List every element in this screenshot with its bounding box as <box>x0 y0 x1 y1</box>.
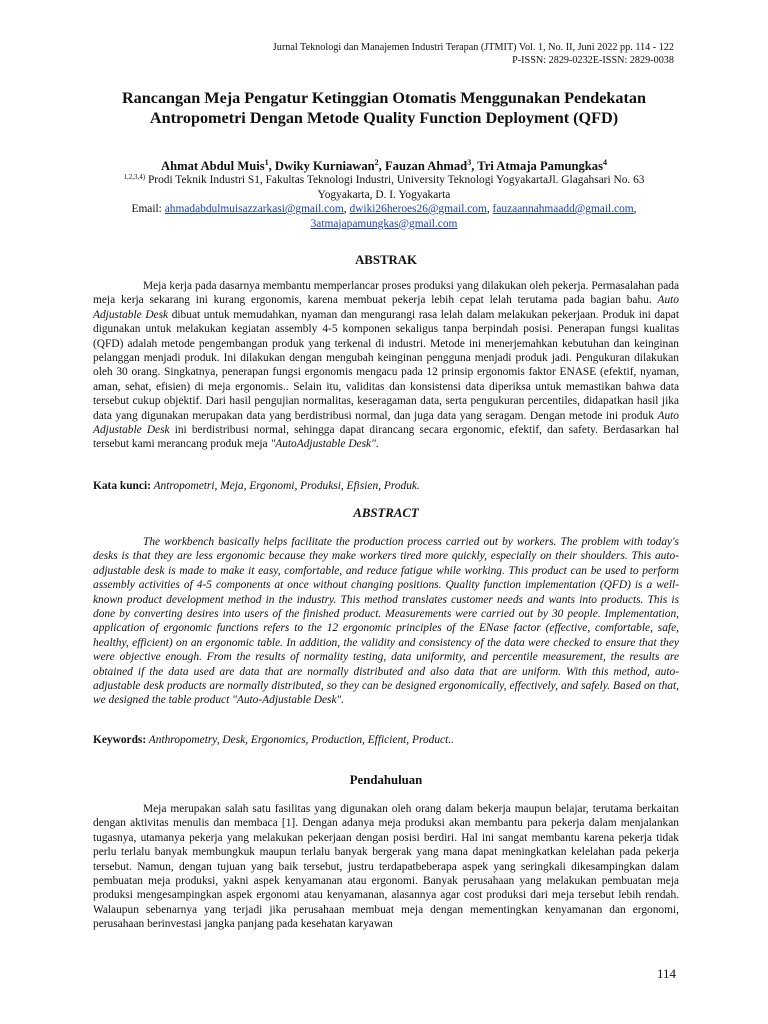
keywords-text: Anthropometry, Desk, Ergonomics, Production, Efficient, Product.. <box>146 734 454 746</box>
pendahuluan-paragraph: Meja merupakan salah satu fasilitas yang digunakan oleh orang dalam bekerja maupun belajar, terutama berkaitan dengan aktivitas menulis dan membaca [1]. Dengan adanya meja produksi akan membantu para pekerja dalam menjalankan tugasnya, utamanya pekerja yang melakukan pekerjaan dengan posisi berdiri. Hal ini sangat membantu karena pekerja tidak perlu terlalu banyak membungkuk maupun terlalu banyak bergerak yang mana dapat meningkatkan kelelahan pada pekerja tersebut. Namun, dengan tujuan yang baik tersebut, justru terdapatbeberapa aspek yang seringkali dikesampingkan dalam pembuatan meja produksi, yakni aspek kenyamanan atau ergonomi. Banyak perusahaan yang melakukan pembuatan meja produksi mengesampingkan aspek ergonomi atau kenyamanan, alasannya agar cost produksi dari meja tersebut lebih rendah. Walaupun sebenarnya yang terjadi jika perusahaan membuat meja dengan mementingkan kenyamanan dan ergonomi, perusahaan berinvestasi jangka panjang pada kesehatan karyawan <box>93 803 679 931</box>
author-3-mark: 3 <box>467 158 472 167</box>
author-2-mark: 2 <box>374 158 379 167</box>
abstrak-italic-3: "AutoAdjustable Desk" <box>270 438 376 451</box>
email-line: Email: ahmadabdulmuisazzarkasi@gmail.com, dwiki26heroes26@gmail.com, fauzaannahmaadd@gmail.com, <box>131 203 637 215</box>
abstrak-text-2: dibuat untuk memudahkan, nyaman dan mengurangi rasa lelah dalam melakukan pekerjaan. Produk ini dapat digunakan untuk melakukan kegiatan assembly 4-5 komponen sekaligus tanpa berpindah posisi. Penerapan fungsi kualitas (QFD) adalah metode pengembangan produk yang terkenal di industri. Metode ini menerjemahkan kebutuhan dan keinginan pelanggan menjadi produk. Ini dilakukan dengan mengubah keinginan pengguna menjadi produk jadi. Pengukuran dilakukan oleh 30 orang. Singkatnya, penerapan fungsi ergonomis mengacu pada 12 prinsip ergonomis faktor ENASE (efektif, nyaman, aman, sehat, efisien) di meja ergonomis.. Selain itu, validitas dan konsistensi data diperiksa untuk memastikan bahwa data tersebut cukup objektif. Dari hasil pengujian normalitas, keseragaman data, serta pengukuran percentiles, didapatkan hasil jika data yang digunakan merupakan data yang berdistribusi normal, dan juga data yang seragam. Dengan metode ini produk <box>93 308 679 422</box>
abstrak-text-3: ini berdistribusi normal, sehingga dapat dirancang secara ergonomic, efektif, dan safety. Berdasarkan hal tersebut kami merancang produk meja <box>93 424 679 451</box>
abstract-paragraph: The workbench basically helps facilitate the production process carried out by workers. The problem with today's desks is that they are less ergonomic because they make workers tired more quickly, especially on their shoulders. This auto-adjustable desk is made to make it easy, comfortable, and reduce fatigue while working. This product can be used to perform assembly activities of 4-5 components at once without changing positions. Quality function implementation (QFD) is a well-known product development method in the industry. This method translates customer needs and wants into products. This is done by converting desires into users of the finished product. Measurements were carried out by 30 people. Implementation, application of ergonomic functions refers to the 12 ergonomic principles of the ENase factor (effective, comfortable, safe, healthy, efficient) on an ergonomic table. In addition, the validity and consistency of the data were checked to ensure that they were objective enough. From the results of normality testing, data uniformity, and percentile measurement, the results are obtained if the data used are data that are normally distributed and also data that are uniform. With this method, auto-adjustable desk products are normally distributed, so they can be designed ergonomically, effectively, and safely. Based on that, we designed the table product "Auto-Adjustable Desk". <box>93 536 679 707</box>
author-4-mark: 4 <box>602 158 607 167</box>
journal-header <box>273 42 674 67</box>
journal-issn: P-ISSN: 2829-0232E-ISSN: 2829-0038 <box>512 54 674 66</box>
abstrak-italic-2: Auto Adjustable Desk <box>93 409 679 437</box>
kata-kunci-text: Antropometri, Meja, Ergonomi, Produksi, Efisien, Produk. <box>150 480 420 492</box>
email-label: Email: <box>131 203 165 215</box>
author-3: , Fauzan Ahmad <box>378 159 468 174</box>
email-link-1[interactable]: ahmadabdulmuisazzarkasi@gmail.com <box>164 203 344 215</box>
abstrak-heading: ABSTRAK <box>355 253 417 267</box>
abstract-heading: ABSTRACT <box>353 506 419 520</box>
title-line-1: Rancangan Meja Pengatur Ketinggian Otomatis Menggunakan Pendekatan <box>121 89 647 107</box>
abstrak-paragraph <box>93 279 679 452</box>
keywords-label: Keywords: <box>93 734 147 746</box>
author-1: Ahmat Abdul Muis <box>161 159 265 174</box>
page-number: 114 <box>656 966 676 981</box>
email-link-2[interactable]: dwiki26heroes26@gmail.com <box>349 203 487 215</box>
keywords-line <box>93 733 679 747</box>
journal-citation: Jurnal Teknologi dan Manajemen Industri Terapan (JTMIT) Vol. 1, No. II, Juni 2022 pp. 114 - 122 <box>272 42 674 53</box>
pendahuluan-heading: Pendahuluan <box>349 773 423 787</box>
abstrak-text-1: Meja kerja pada dasarnya membantu memperlancar proses produksi yang dilakukan oleh pekerja. Permasalahan pada meja kerja sekarang ini kurang ergonomis, karena membuat pekerja lebih cepat lelah terutama pada bagian bahu. <box>93 280 679 307</box>
email-link-4[interactable]: 3atmajapamungkas@gmail.com <box>310 217 458 230</box>
abstrak-text-4: . <box>375 438 379 451</box>
affiliation-line-1 <box>60 170 708 188</box>
email-line-2 <box>60 217 708 232</box>
affiliation-block <box>60 170 708 231</box>
author-4: , Tri Atmaja Pamungkas <box>471 159 603 174</box>
kata-kunci-label: Kata kunci: <box>93 480 151 492</box>
kata-kunci-line <box>93 479 679 493</box>
author-1-mark: 1 <box>264 158 269 167</box>
affiliation-institution: Prodi Teknik Industri S1, Fakultas Teknologi Industri, University Teknologi YogyakartaJl. Glagahsari No. 63 <box>147 174 645 186</box>
affiliation-city: Yogyakarta, D. I. Yogyakarta <box>317 188 451 201</box>
abstrak-italic-1: Auto Adjustable Desk <box>93 294 679 321</box>
author-2: , Dwiky Kurniawan <box>268 159 375 174</box>
email-link-3[interactable]: fauzaannahmaadd@gmail.com <box>492 203 634 215</box>
paper-title <box>60 88 708 128</box>
affiliation-marks: 1,2,3,4) <box>123 173 146 181</box>
title-line-2: Antropometri Dengan Metode Quality Function Deployment (QFD) <box>149 109 619 127</box>
